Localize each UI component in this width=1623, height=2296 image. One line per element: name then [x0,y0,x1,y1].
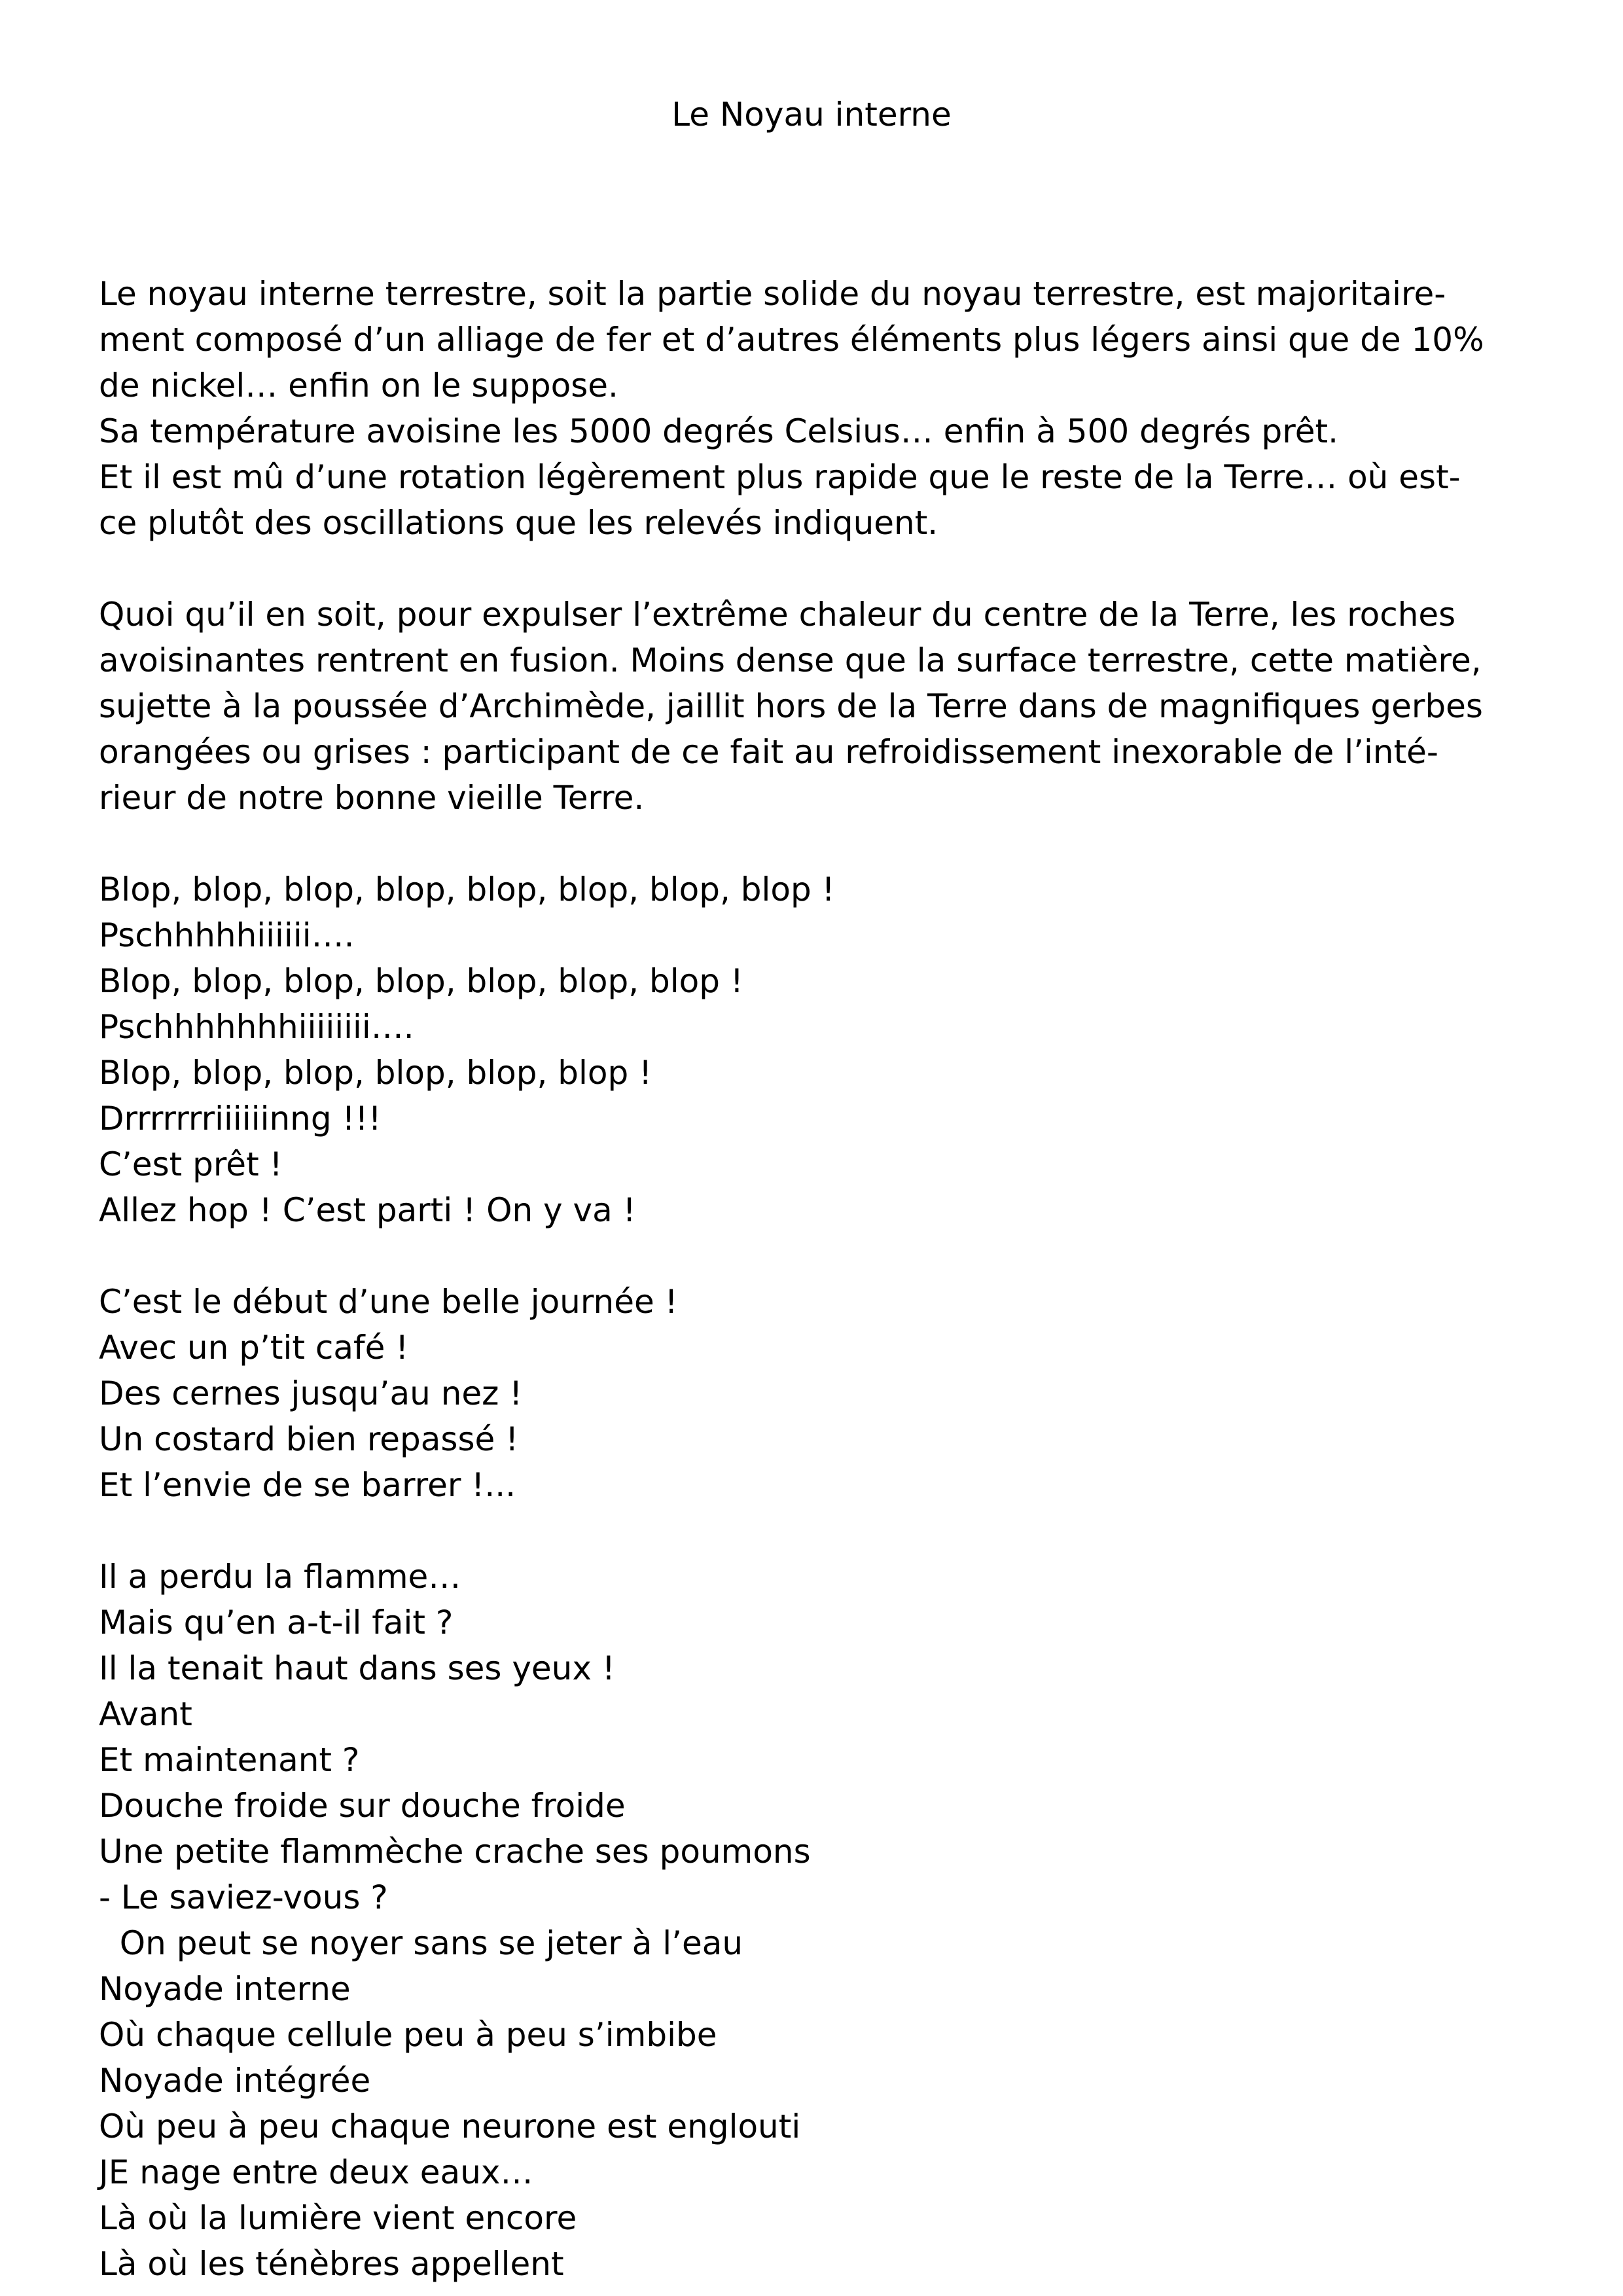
paragraph-gap [99,821,1525,867]
text-line: C’est prêt ! [99,1145,283,1183]
text-line: Il a perdu la flamme… [99,1558,461,1596]
text-line: Allez hop ! C’est parti ! On y va ! [99,1191,636,1229]
paragraph-1 [99,271,1525,546]
text-line: rieur de notre bonne vieille Terre. [99,779,645,817]
paragraph-4 [99,1279,1525,1508]
text-line: orangées ou grises : participant de ce fait au refroidissement inexorable de l’inté- [99,733,1438,771]
text-line: Où peu à peu chaque neurone est englouti [99,2108,801,2145]
text-line: sujette à la poussée d’Archimède, jaillit hors de la Terre dans de magnifiques gerbes [99,687,1483,725]
text-line: Des cernes jusqu’au nez ! [99,1374,523,1412]
text-line: Drrrrrrriiiiiinng !!! [99,1100,382,1138]
text-line: avoisinantes rentrent en fusion. Moins dense que la surface terrestre, cette matière, [99,641,1482,679]
document-body [99,271,1525,2287]
text-line: - Le saviez-vous ? [99,1878,388,1916]
paragraph-3 [99,867,1525,1233]
text-line: Noyade intégrée [99,2062,371,2100]
text-line: C’est le début d’une belle journée ! [99,1283,678,1321]
text-line: Et maintenant ? [99,1741,360,1779]
text-line: Avant [99,1695,192,1733]
text-line: Où chaque cellule peu à peu s’imbibe [99,2016,717,2054]
text-line: Mais qu’en a-t-il fait ? [99,1604,454,1641]
text-line: Une petite flammèche crache ses poumons [99,1833,811,1871]
text-line: Et l’envie de se barrer !... [99,1466,516,1504]
paragraph-5 [99,1554,1525,2287]
text-line: Noyade interne [99,1970,351,2008]
paragraph-gap [99,1233,1525,1279]
text-line: JE nage entre deux eaux… [99,2153,533,2191]
text-line: Pschhhhhiiiiii…. [99,916,355,954]
text-line: Quoi qu’il en soit, pour expulser l’extrême chaleur du centre de la Terre, les roches [99,596,1456,634]
text-line: Pschhhhhhhiiiiiiii…. [99,1008,414,1046]
text-line: Il la tenait haut dans ses yeux ! [99,1649,615,1687]
text-line: On peut se noyer sans se jeter à l’eau [99,1924,743,1962]
text-line: Blop, blop, blop, blop, blop, blop ! [99,1054,652,1092]
document-title: Le Noyau interne [671,96,952,134]
text-line: Douche froide sur douche froide [99,1787,626,1825]
text-line: ment composé d’un alliage de fer et d’autres éléments plus légers ainsi que de 10% [99,321,1484,359]
text-line: Là où la lumière vient encore [99,2199,577,2237]
text-line: Avec un p’tit café ! [99,1329,409,1367]
text-line: Et il est mû d’une rotation légèrement plus rapide que le reste de la Terre… où est- [99,458,1461,496]
text-line: de nickel… enfin on le suppose. [99,367,618,404]
text-line: Là où les ténèbres appellent [99,2245,564,2283]
paragraph-gap [99,1508,1525,1554]
text-line: ce plutôt des oscillations que les relevés indiquent. [99,504,938,542]
text-line: Un costard bien repassé ! [99,1420,519,1458]
text-line: Blop, blop, blop, blop, blop, blop, blop ! [99,962,743,1000]
text-line: Le noyau interne terrestre, soit la partie solide du noyau terrestre, est majoritaire- [99,275,1446,313]
paragraph-gap [99,546,1525,592]
text-line: Blop, blop, blop, blop, blop, blop, blop, blop ! [99,870,835,908]
paragraph-2 [99,592,1525,821]
text-line: Sa température avoisine les 5000 degrés Celsius… enfin à 500 degrés prêt. [99,412,1338,450]
